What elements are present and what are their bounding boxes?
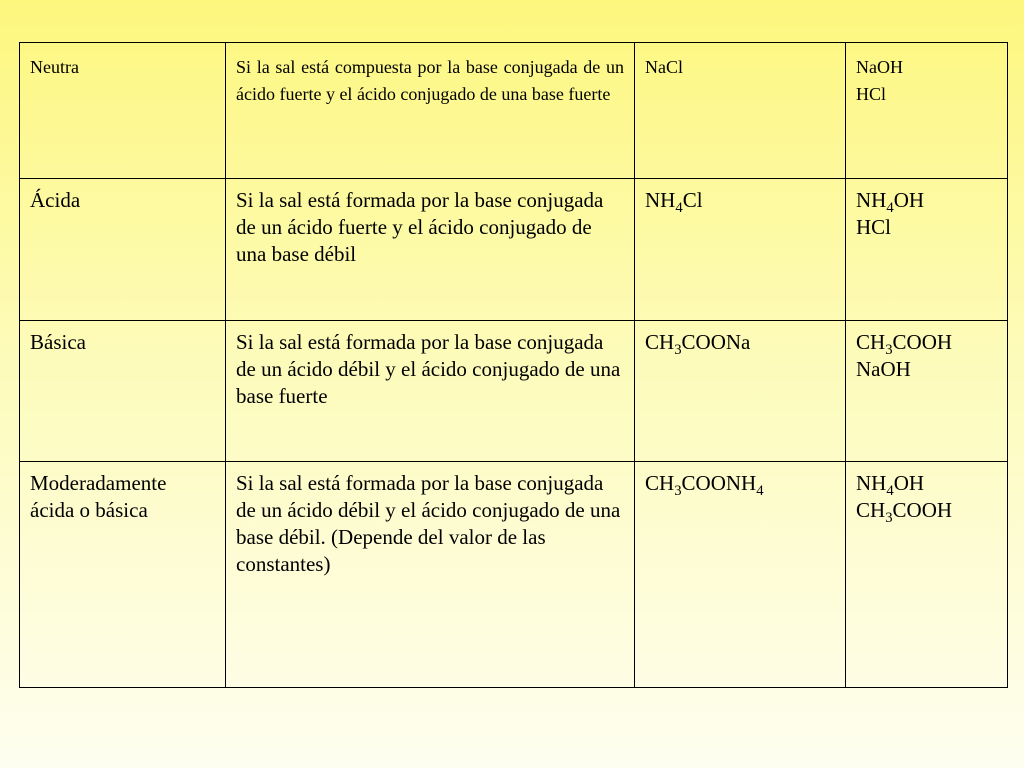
parent-compound-formula: NaOH: [856, 357, 911, 381]
salt-description: Si la sal está compuesta por la base conjugada de un ácido fuerte y el ácido conjugado de una base fuerte: [236, 57, 624, 104]
description-cell: [226, 462, 635, 688]
salt-type-cell: [20, 321, 226, 462]
example-salt-formula: $CH_3COONH_4$: [645, 471, 764, 499]
table-row: [20, 179, 1008, 321]
parent-compound-formula: $CH_3COOH$: [856, 498, 953, 526]
parent-compound-formula: $NH_4OH$: [856, 471, 925, 499]
parent-compounds-cell: [846, 179, 1008, 321]
salt-type-cell: [20, 462, 226, 688]
salt-type: Ácida: [30, 188, 81, 212]
table-row: [20, 321, 1008, 462]
example-salt-cell: [635, 321, 846, 462]
salt-type-cell: [20, 179, 226, 321]
parent-compound-formula: NaOH: [856, 57, 903, 77]
salt-description: Si la sal está formada por la base conjugada de un ácido fuerte y el ácido conjugado de una base débil: [236, 188, 604, 266]
salt-description: Si la sal está formada por la base conjugada de un ácido débil y el ácido conjugado de una base débil. (Depende del valor de las constantes): [236, 471, 621, 576]
parent-compound-formula: $CH_3COOH$: [856, 330, 953, 358]
example-salt-formula: $NH_4Cl$: [645, 188, 703, 216]
parent-compounds-cell: [846, 43, 1008, 179]
description-cell: [226, 179, 635, 321]
salt-type: Básica: [30, 330, 86, 354]
example-salt-cell: [635, 462, 846, 688]
parent-compound-formula: HCl: [856, 84, 887, 104]
table-row: [20, 462, 1008, 688]
table-row: [20, 43, 1008, 179]
description-cell: [226, 43, 635, 179]
parent-compounds-cell: [846, 321, 1008, 462]
parent-compounds-cell: [846, 462, 1008, 688]
description-cell: [226, 321, 635, 462]
salt-type: Moderadamente ácida o básica: [30, 471, 167, 522]
salt-type-cell: [20, 43, 226, 179]
example-salt-cell: [635, 179, 846, 321]
example-salt-formula: NaCl: [645, 57, 683, 77]
salt-classification-table: [19, 42, 1008, 688]
salt-type: Neutra: [30, 57, 79, 77]
example-salt-formula: $CH_3COONa$: [645, 330, 751, 358]
parent-compound-formula: HCl: [856, 215, 892, 239]
salt-description: Si la sal está formada por la base conjugada de un ácido débil y el ácido conjugado de una base fuerte: [236, 330, 621, 408]
example-salt-cell: [635, 43, 846, 179]
parent-compound-formula: $NH_4OH$: [856, 188, 925, 216]
